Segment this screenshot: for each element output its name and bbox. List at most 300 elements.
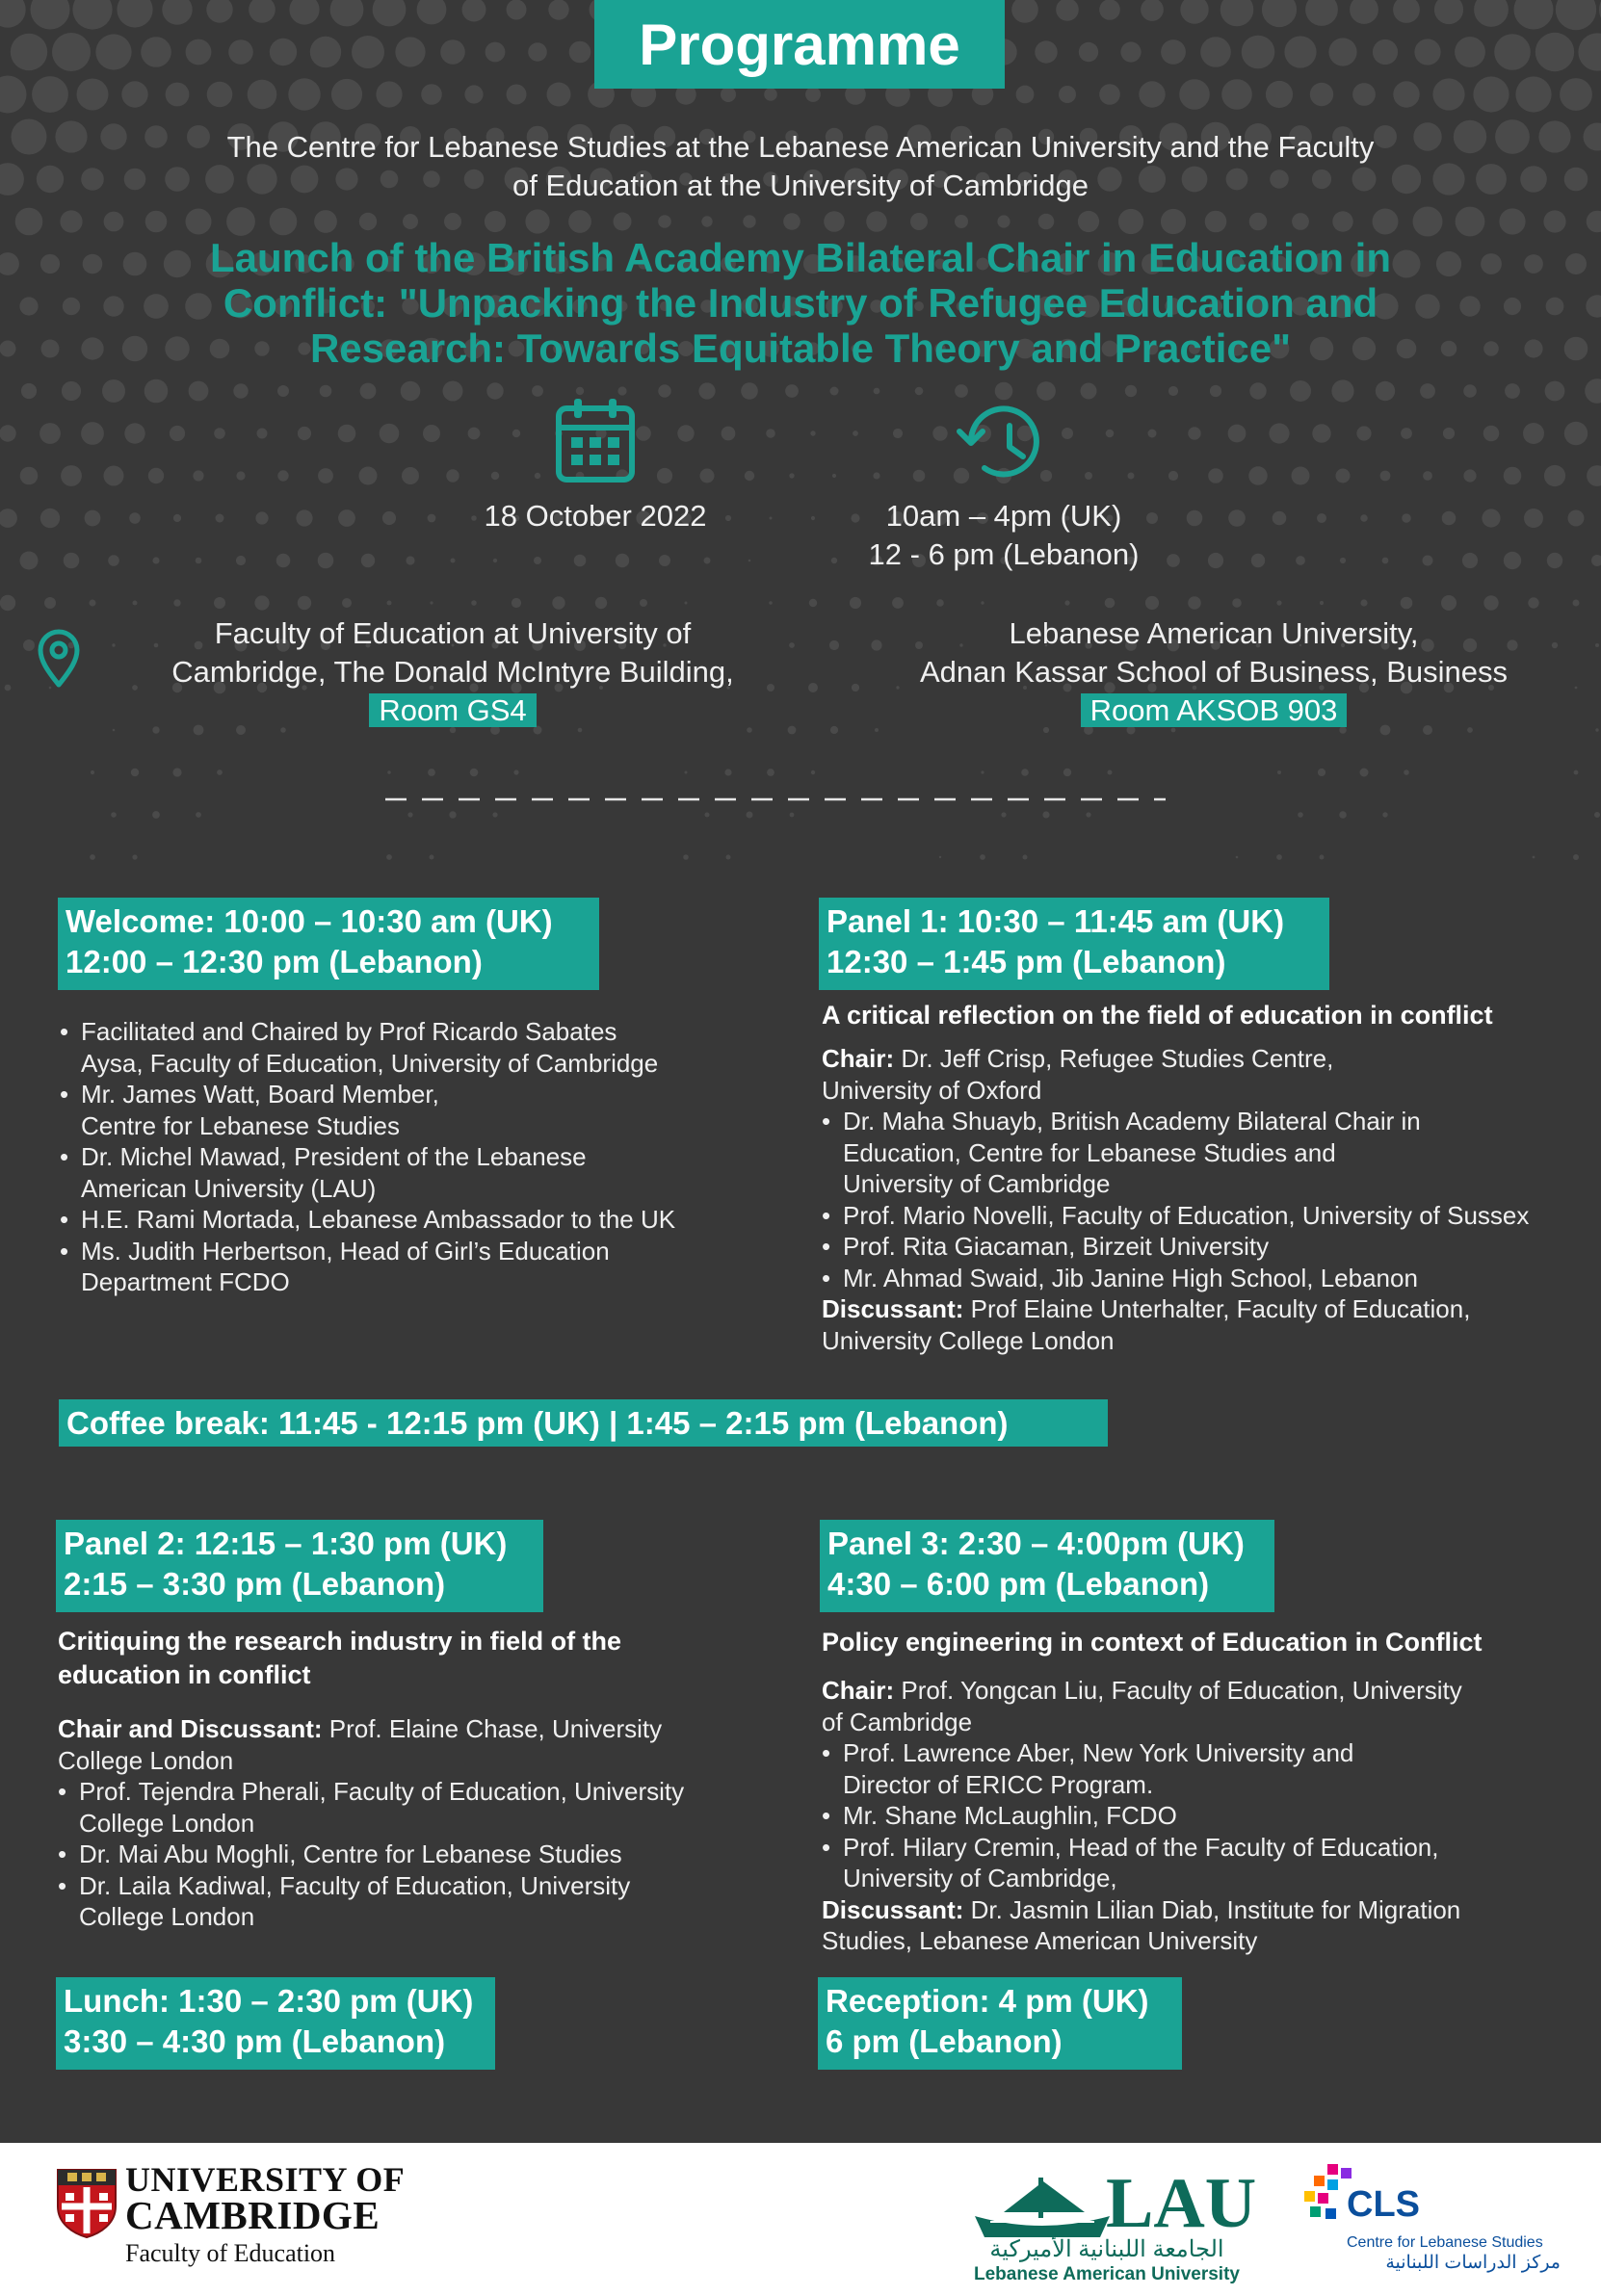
headline-line-3: Research: Towards Equitable Theory and Practice" — [309, 326, 1292, 371]
panel-2-speaker-item — [58, 1839, 790, 1870]
background-dot — [430, 601, 433, 604]
background-dot — [743, 215, 755, 227]
background-dot — [547, 83, 571, 107]
welcome-speaker-item-line: Centre for Lebanese Studies — [81, 1110, 400, 1140]
background-dot — [1320, 601, 1324, 605]
background-dot — [39, 423, 61, 444]
background-dot — [172, 768, 181, 776]
background-dot — [254, 595, 269, 610]
background-dot — [395, 37, 425, 66]
venue-cambridge-line-2: Cambridge, The Donald McIntyre Building, — [171, 655, 734, 689]
background-dot — [805, 87, 821, 102]
background-dot — [1565, 253, 1587, 274]
background-dot — [1161, 39, 1186, 65]
clock-history-icon — [956, 404, 1052, 485]
background-dot — [32, 76, 68, 113]
background-dot — [471, 600, 477, 606]
background-dot — [417, 0, 447, 24]
panel-3-speaker-item — [822, 1832, 1583, 1894]
background-dot — [270, 208, 298, 236]
background-dot — [41, 340, 60, 358]
background-dot — [1382, 558, 1389, 564]
background-dot — [338, 509, 355, 527]
background-dot — [1292, 213, 1309, 230]
background-dot — [1328, 38, 1356, 65]
background-dot — [1494, 34, 1531, 70]
background-dot — [981, 601, 984, 604]
welcome-speaker-item — [60, 1016, 773, 1079]
background-dot — [173, 599, 180, 606]
background-dot — [1106, 430, 1115, 438]
background-dot — [1161, 209, 1186, 234]
background-dot — [850, 597, 861, 609]
background-dot — [1350, 0, 1378, 24]
background-dot — [1543, 210, 1565, 232]
background-dot — [196, 812, 201, 818]
background-dot — [382, 511, 396, 525]
background-dot — [528, 42, 547, 62]
background-dot — [491, 472, 499, 480]
background-dot — [387, 770, 391, 774]
background-dot — [764, 88, 777, 101]
background-dot — [1078, 211, 1099, 232]
panel-3-discussant-text: Dr. Jasmin Lilian Diab, Institute for Migration — [963, 1894, 1461, 1924]
background-dot — [1423, 556, 1433, 566]
background-dot — [402, 467, 419, 484]
background-dot — [1312, 424, 1330, 442]
background-dot — [1179, 79, 1210, 110]
background-dot — [915, 387, 924, 396]
background-dot — [512, 430, 520, 437]
welcome-speaker-item — [60, 1141, 773, 1204]
panel-3-speaker-item-line: • Prof. Hilary Cremin, Head of the Faculty of Education, — [843, 1832, 1439, 1862]
background-dot — [1538, 120, 1570, 152]
background-dot — [1305, 0, 1338, 26]
background-dot — [552, 596, 564, 609]
background-dot — [1081, 383, 1097, 400]
background-dot — [1535, 33, 1574, 71]
event-headline — [116, 235, 1485, 371]
event-date: 18 October 2022 — [484, 499, 707, 533]
background-dot — [548, 0, 568, 20]
welcome-heading — [58, 898, 599, 990]
background-dot — [1148, 430, 1157, 438]
panel-3-chair-line-2: of Cambridge — [822, 1707, 973, 1736]
background-dot — [910, 213, 928, 230]
intro-line-2: of Education at the University of Cambridge — [512, 169, 1089, 202]
background-dot — [15, 208, 43, 236]
background-dot — [277, 470, 288, 481]
lau-arabic-name: الجامعة اللبنانية الأميركية — [989, 2236, 1224, 2262]
panel-3-speaker-list — [822, 1737, 1583, 1894]
background-dot — [1336, 469, 1351, 483]
welcome-speaker-item-line: American University (LAU) — [81, 1173, 377, 1203]
background-dot — [1318, 769, 1325, 776]
background-dot — [1269, 423, 1289, 443]
background-dot — [443, 381, 463, 402]
room-gs4-badge: Room GS4 — [369, 693, 536, 727]
background-dot — [359, 467, 378, 485]
location-pin-icon — [37, 629, 81, 689]
background-dot — [1524, 339, 1542, 357]
headline-line-1: Launch of the British Academy Bilateral Chair in Education in — [210, 235, 1391, 280]
background-dot — [745, 471, 754, 481]
background-dot — [636, 426, 651, 441]
background-dot — [152, 557, 159, 563]
background-dot — [296, 509, 312, 526]
background-dot — [535, 473, 540, 479]
background-dot — [60, 210, 82, 232]
panel-2-heading — [56, 1520, 543, 1612]
background-dot — [1568, 510, 1585, 527]
background-dot — [0, 509, 17, 528]
background-dot — [37, 166, 64, 193]
background-dot — [1249, 213, 1268, 231]
welcome-speaker-item — [60, 1204, 773, 1236]
background-dot — [1037, 381, 1056, 401]
background-dot — [373, 0, 407, 26]
background-dot — [1236, 856, 1239, 859]
background-dot — [20, 552, 39, 570]
background-dot — [1442, 511, 1457, 526]
background-dot — [104, 212, 124, 232]
panel-3-speaker-item-line: • Mr. Shane McLaughlin, FCDO — [843, 1801, 1177, 1830]
calendar-icon — [555, 397, 636, 483]
background-dot — [747, 812, 753, 819]
background-dot — [1038, 214, 1055, 230]
background-dot — [783, 213, 800, 230]
background-dot — [1248, 466, 1267, 484]
background-dot — [892, 597, 904, 609]
panel-3-discussant — [822, 1894, 1583, 1926]
welcome-speaker-item — [60, 1079, 773, 1141]
background-dot — [1001, 812, 1006, 817]
background-dot — [1393, 0, 1420, 23]
background-dot — [1504, 467, 1522, 485]
panel-2-speaker-list — [58, 1776, 790, 1933]
background-dot — [236, 556, 246, 565]
background-dot — [207, 82, 233, 108]
background-dot — [1482, 509, 1500, 527]
background-dot — [1455, 37, 1485, 67]
background-dot — [766, 429, 775, 438]
background-dot — [1528, 597, 1538, 608]
background-dot — [44, 597, 56, 609]
background-dot — [1575, 687, 1578, 690]
background-dot — [955, 384, 968, 398]
panel-2-chair-label: Chair and Discussant: — [58, 1714, 323, 1743]
background-dot — [1584, 123, 1601, 151]
background-dot — [1232, 598, 1242, 608]
background-dot — [1483, 341, 1499, 356]
background-dot — [428, 769, 435, 776]
background-dot — [206, 0, 232, 23]
background-dot — [314, 210, 337, 233]
background-dot — [359, 213, 377, 230]
background-dot — [1099, 84, 1120, 105]
background-dot — [1200, 37, 1231, 67]
background-dot — [1573, 600, 1580, 607]
background-dot — [276, 554, 291, 568]
background-dot — [1276, 600, 1281, 605]
background-dot — [214, 597, 225, 609]
background-dot — [532, 385, 543, 397]
background-dot — [468, 428, 481, 440]
background-dot — [449, 811, 456, 818]
panel-1-chair-text: Dr. Jeff Crisp, Refugee Studies Centre, — [894, 1044, 1334, 1073]
background-dot — [1228, 509, 1246, 527]
background-dot — [1290, 380, 1311, 402]
background-dot — [769, 601, 773, 605]
background-dot — [1284, 36, 1316, 67]
background-dot — [492, 812, 497, 817]
panel-1-speaker-item-line: • Prof. Mario Novelli, Faculty of Education, University of Sussex — [843, 1200, 1530, 1230]
background-dot — [81, 337, 103, 359]
background-dot — [748, 560, 751, 562]
background-dot — [320, 385, 332, 398]
background-dot — [81, 422, 104, 445]
venue-lau-line-2: Adnan Kassar School of Business, Business — [919, 655, 1508, 689]
footer-logos — [0, 2143, 1601, 2296]
background-dot — [1499, 208, 1525, 234]
background-dot — [1463, 384, 1477, 398]
background-dot — [1360, 514, 1368, 522]
background-dot — [1352, 83, 1376, 106]
background-dot — [1573, 854, 1579, 860]
background-dot — [1249, 382, 1266, 399]
background-dot — [1504, 552, 1521, 569]
background-dot — [640, 599, 647, 607]
background-dot — [1574, 770, 1579, 775]
welcome-speaker-item-line: • H.E. Rami Mortada, Lebanese Ambassador to the UK — [81, 1205, 676, 1234]
background-dot — [658, 384, 670, 397]
panel-2-speaker-item-line: College London — [79, 1808, 255, 1838]
background-dot — [288, 78, 320, 110]
welcome-speaker-item-line: Department FCDO — [81, 1267, 290, 1296]
background-dot — [614, 213, 632, 231]
background-dot — [11, 34, 47, 70]
background-dot — [386, 854, 392, 860]
background-dot — [186, 39, 212, 65]
background-dot — [873, 472, 879, 479]
background-dot — [90, 854, 95, 860]
background-dot — [829, 640, 839, 650]
panel-3-heading-lebanon: 4:30 – 6:00 pm (Lebanon) — [827, 1566, 1210, 1602]
background-dot — [421, 84, 442, 105]
background-dot — [932, 426, 947, 440]
background-dot — [1266, 81, 1293, 108]
background-dot — [19, 297, 38, 315]
background-dot — [1228, 425, 1247, 443]
lunch-heading-lebanon: 3:30 – 4:30 pm (Lebanon) — [64, 2023, 446, 2059]
background-dot — [677, 425, 694, 441]
background-dot — [893, 429, 903, 438]
background-dot — [1059, 86, 1076, 103]
background-dot — [55, 120, 87, 152]
dashed-divider — [385, 796, 1166, 803]
background-dot — [21, 383, 37, 399]
background-dot — [1023, 855, 1028, 860]
background-dot — [811, 770, 815, 774]
background-dot — [809, 599, 817, 607]
background-dot — [1064, 600, 1069, 605]
panel-1-speaker-item — [822, 1263, 1583, 1294]
background-dot — [574, 555, 587, 567]
background-dot — [1276, 854, 1282, 860]
background-dot — [1373, 209, 1399, 235]
background-dot — [186, 209, 212, 235]
background-dot — [790, 813, 795, 818]
background-dot — [318, 468, 333, 483]
background-dot — [997, 215, 1010, 227]
panel-1-discussant-text: Prof Elaine Unterhalter, Faculty of Education, — [963, 1294, 1471, 1323]
background-dot — [830, 387, 839, 396]
panel-2-chair — [58, 1713, 790, 1745]
background-dot — [132, 854, 137, 859]
panel-1-speakers — [822, 1043, 1583, 1356]
welcome-heading-uk: Welcome: 10:00 – 10:30 am (UK) — [66, 903, 553, 939]
background-dot — [1591, 555, 1601, 566]
background-dot — [361, 554, 375, 567]
lau-ship-emblem-icon — [971, 2174, 1114, 2243]
background-dot — [1011, 0, 1038, 23]
background-dot — [90, 600, 96, 607]
cambridge-wordmark-line-2: CAMBRIDGE — [125, 2193, 381, 2237]
background-dot — [1564, 422, 1588, 445]
background-dot — [1220, 0, 1254, 26]
background-dot — [62, 381, 81, 401]
background-dot — [61, 465, 82, 486]
background-dot — [789, 473, 794, 478]
background-dot — [1520, 166, 1547, 193]
background-dot — [1545, 381, 1565, 402]
background-dot — [31, 0, 70, 30]
panel-3-chair-label: Chair: — [822, 1676, 895, 1705]
panel-3-speaker-item-line: • Prof. Lawrence Aber, New York University and — [843, 1738, 1354, 1767]
background-dot — [0, 252, 19, 275]
background-dot — [464, 85, 483, 103]
background-dot — [277, 385, 289, 397]
background-dot — [1277, 770, 1281, 774]
background-dot — [955, 215, 968, 228]
background-dot — [52, 33, 91, 71]
lunch-heading-uk: Lunch: 1:30 – 2:30 pm (UK) — [64, 1983, 474, 2019]
panel-1-heading — [819, 898, 1329, 990]
background-dot — [1414, 39, 1440, 65]
background-dot — [1360, 599, 1367, 606]
background-dot — [936, 599, 944, 607]
background-dot — [1221, 79, 1252, 110]
background-dot — [255, 511, 268, 524]
panel-3-speaker-item — [822, 1800, 1583, 1832]
background-dot — [1505, 383, 1520, 399]
background-dot — [1556, 0, 1596, 30]
background-dot — [721, 87, 736, 102]
event-time — [811, 497, 1196, 574]
background-dot — [685, 771, 688, 774]
background-dot — [444, 213, 461, 230]
welcome-speaker-item-line: • Ms. Judith Herbertson, Head of Girl’s Education — [81, 1236, 610, 1265]
panel-3-discussant-line-2: Studies, Lebanese American University — [822, 1926, 1258, 1955]
background-dot — [1456, 207, 1485, 237]
panel-2-speaker-item-line: • Dr. Laila Kadiwal, Faculty of Education, University — [79, 1870, 631, 1900]
background-dot — [1125, 385, 1137, 397]
welcome-speaker-item-line: • Mr. James Watt, Board Member, — [81, 1080, 439, 1109]
reception-heading-lebanon: 6 pm (Lebanon) — [826, 2023, 1063, 2059]
welcome-speaker-list — [60, 1016, 773, 1298]
background-dot — [148, 468, 164, 483]
cambridge-wordmark-line-1: UNIVERSITY OF — [125, 2160, 406, 2199]
background-dot — [1360, 769, 1369, 777]
background-dot — [196, 558, 202, 564]
background-dot — [1393, 81, 1419, 107]
background-dot — [617, 386, 626, 395]
background-dot — [0, 595, 15, 611]
background-dot — [939, 856, 941, 858]
background-dot — [298, 596, 311, 610]
background-dot — [874, 388, 880, 395]
background-dot — [124, 423, 144, 443]
cls-arabic-name: مركز الدراسات اللبنانية — [1385, 2253, 1561, 2273]
room-aksob-badge: Room AKSOB 903 — [1081, 693, 1348, 727]
background-dot — [1208, 468, 1223, 483]
background-dot — [1515, 76, 1551, 112]
panel-1-heading-uk: Panel 1: 10:30 – 11:45 am (UK) — [827, 903, 1285, 939]
background-dot — [170, 426, 185, 441]
background-dot — [724, 769, 731, 775]
event-time-lebanon: 12 - 6 pm (Lebanon) — [868, 537, 1140, 571]
background-dot — [1401, 597, 1413, 610]
background-dot — [1331, 379, 1353, 402]
background-dot — [486, 382, 503, 399]
background-dot — [83, 254, 103, 274]
background-dot — [1079, 42, 1098, 62]
background-dot — [595, 597, 607, 609]
background-dot — [1099, 0, 1120, 20]
background-dot — [249, 0, 276, 23]
background-dot — [1063, 769, 1071, 776]
background-dot — [152, 811, 160, 819]
background-dot — [1108, 770, 1113, 775]
background-dot — [217, 770, 223, 775]
background-dot — [785, 384, 799, 398]
background-dot — [705, 813, 710, 818]
background-dot — [85, 510, 101, 527]
background-dot — [226, 207, 255, 236]
background-dot — [236, 471, 245, 480]
background-dot — [1504, 298, 1521, 315]
background-dot — [568, 210, 591, 233]
background-dot — [1296, 556, 1305, 565]
background-dot — [470, 769, 479, 777]
panel-1-speaker-item-line: • Dr. Maha Shuayb, British Academy Bilateral Chair in — [843, 1107, 1421, 1135]
background-dot — [1298, 812, 1303, 818]
background-dot — [406, 556, 414, 564]
background-dot — [1441, 595, 1457, 611]
background-dot — [913, 470, 926, 483]
background-dot — [810, 430, 815, 435]
background-dot — [144, 379, 169, 404]
panel-3-discussant-label: Discussant: — [822, 1894, 964, 1924]
background-dot — [1474, 0, 1509, 27]
background-dot — [407, 812, 412, 817]
background-dot — [1587, 211, 1601, 233]
reception-heading-uk: Reception: 4 pm (UK) — [826, 1983, 1149, 2019]
panel-1-discussant — [822, 1293, 1583, 1325]
lau-abbreviation: LAU — [1106, 2164, 1257, 2243]
background-dot — [1340, 558, 1346, 563]
welcome-speaker-item — [60, 1236, 773, 1298]
